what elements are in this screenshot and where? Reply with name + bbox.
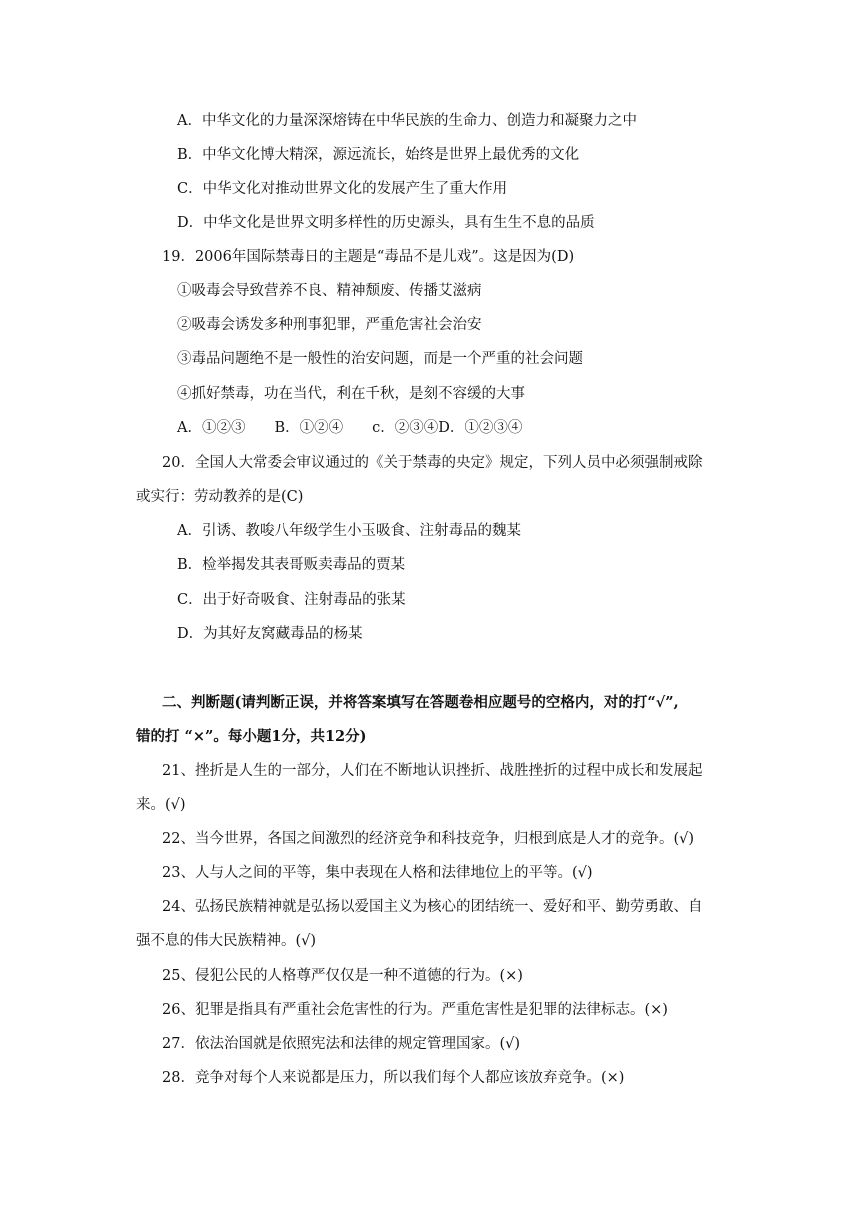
q20-stem-line2: 或实行：劳动教养的是(C) [136, 489, 304, 505]
q22: 22、当今世界，各国之间激烈的经济竞争和科技竞争，归根到底是人才的竞争。(√) [162, 831, 695, 847]
q18-option-b: B．中华文化博大精深，源远流长，始终是世界上最优秀的文化 [177, 147, 580, 163]
q23: 23、人与人之间的平等，集中表现在人格和法律地位上的平等。(√) [162, 865, 593, 881]
q18-option-a: A．中华文化的力量深深熔铸在中华民族的生命力、创造力和凝聚力之中 [177, 113, 637, 129]
q25: 25、侵犯公民的人格尊严仅仅是一种不道德的行为。(×) [162, 968, 523, 984]
q19-item-4: ④抓好禁毒，功在当代，利在千秋，是刻不容缓的大事 [177, 386, 525, 402]
q18-option-c: C．中华文化对推动世界文化的发展产生了重大作用 [177, 181, 508, 197]
q20-stem-line1: 20．全国人大常委会审议通过的《关于禁毒的央定》规定，下列人员中必须强制戒除 [162, 455, 703, 471]
q21-line2: 来。(√) [136, 797, 186, 813]
q18-option-d: D．中华文化是世界文明多样性的历史源头，具有生生不息的品质 [177, 215, 595, 231]
q26: 26、犯罪是指具有严重社会危害性的行为。严重危害性是犯罪的法律标志。(×) [162, 1002, 668, 1018]
section2-heading-line2: 错的打 “×”。每小题1分，共12分) [136, 728, 367, 745]
q27: 27．依法治国就是依照宪法和法律的规定管理国家。(√) [162, 1036, 521, 1052]
q19-stem: 19．2006年国际禁毒日的主题是“毒品不是儿戏”。这是因为(D) [162, 249, 575, 265]
q24-line2: 强不息的伟大民族精神。(√) [136, 933, 317, 949]
q19-item-1: ①吸毒会导致营养不良、精神颓废、传播艾滋病 [177, 283, 482, 299]
q20-option-c: C．出于好奇吸食、注射毒品的张某 [177, 592, 406, 608]
q19-item-3: ③毒品问题绝不是一般性的治安问题，而是一个严重的社会问题 [177, 351, 583, 367]
q20-option-d: D．为其好友窝藏毒品的杨某 [177, 626, 363, 642]
q24-line1: 24、弘扬民族精神就是弘扬以爱国主义为核心的团结统一、爱好和平、勤劳勇敢、自 [162, 899, 703, 915]
q19-options: A．①②③ B．①②④ c．②③④D．①②③④ [177, 420, 523, 436]
q21-line1: 21、挫折是人生的一部分，人们在不断地认识挫折、战胜挫折的过程中成长和发展起 [162, 763, 703, 779]
q28: 28．竞争对每个人来说都是压力，所以我们每个人都应该放弃竞争。(×) [162, 1070, 625, 1086]
section2-heading-line1: 二、判断题(请判断正误，并将答案填写在答题卷相应题号的空格内，对的打“√”, [162, 694, 679, 711]
q20-option-a: A．引诱、教唆八年级学生小玉吸食、注射毒品的魏某 [177, 523, 521, 539]
q20-option-b: B．检举揭发其表哥贩卖毒品的贾某 [177, 557, 406, 573]
q19-item-2: ②吸毒会诱发多种刑事犯罪，严重危害社会治安 [177, 317, 482, 333]
